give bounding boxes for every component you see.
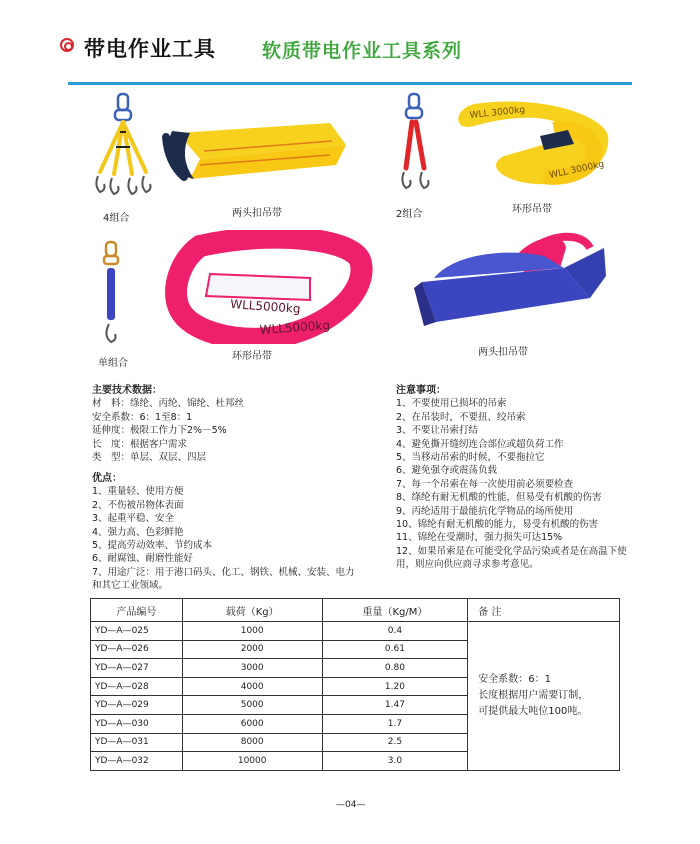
caution-line: 4、避免撕开缝纫连合部位或超负荷工作 bbox=[396, 438, 564, 450]
note-line: 长度根据用户需要订制， bbox=[478, 689, 589, 701]
page-number: —04— bbox=[336, 800, 366, 810]
caution-line: 7、每一个吊索在每一次使用前必须要检查 bbox=[396, 478, 574, 490]
header-divider bbox=[68, 82, 632, 85]
cell-weight: 1.7 bbox=[322, 714, 468, 733]
ring-sling-pink-image bbox=[160, 230, 374, 344]
specs-heading: 主要技术数据： bbox=[92, 385, 162, 396]
note-line: 可提供最大吨位100吨。 bbox=[478, 705, 588, 717]
page-title: 带电作业工具 bbox=[84, 37, 216, 61]
cell-product-code: YD—A—029 bbox=[91, 696, 183, 715]
caution-line: 3、不要让吊索打结 bbox=[396, 425, 479, 437]
col-header-product-code: 产品编号 bbox=[91, 599, 183, 622]
caution-line: 12、如果吊索是在可能受化学品污染或者是在高温下使 bbox=[396, 545, 627, 557]
wll5000-label: WLL5000kg bbox=[229, 297, 301, 316]
caution-line: 6、避免强夺或震荡负载 bbox=[396, 465, 498, 477]
caption-ring-sling-1: 环形吊带 bbox=[512, 204, 552, 215]
cell-weight: 1.20 bbox=[322, 677, 468, 696]
spec-line: 类 型：单层、双层、四层 bbox=[92, 452, 207, 464]
target-icon bbox=[60, 38, 74, 52]
caution-line: 8、绦纶有耐无机酸的性能，但易受有机酸的伤害 bbox=[396, 492, 602, 504]
caption-double-end-1: 两头扣吊带 bbox=[232, 208, 282, 219]
advantage-line: 4、强力高、色彩鲜艳 bbox=[92, 526, 184, 538]
cell-load: 10000 bbox=[182, 752, 322, 771]
ring-sling-yellow-image bbox=[444, 96, 614, 192]
col-header-note: 备 注 bbox=[468, 599, 620, 622]
caption-double-end-2: 两头扣吊带 bbox=[478, 347, 528, 358]
cell-product-code: YD—A—026 bbox=[91, 640, 183, 659]
cell-weight: 0.80 bbox=[322, 659, 468, 678]
advantage-line: 和其它工业领域。 bbox=[92, 580, 169, 592]
caption-two-group: 2组合 bbox=[396, 209, 423, 220]
spec-line: 安全系数：6：1至8：1 bbox=[92, 411, 193, 423]
wll3000-label-2: WLL 3000kg bbox=[548, 159, 606, 181]
spec-line: 延伸度：极限工作力下2%－5% bbox=[92, 425, 227, 437]
advantages-heading: 优点： bbox=[92, 473, 122, 484]
page-subtitle: 软质带电作业工具系列 bbox=[262, 40, 463, 62]
spec-line: 材 料：绦纶、丙纶、锦纶、杜邦丝 bbox=[92, 398, 245, 410]
spec-line: 长 度：根据客户需求 bbox=[92, 438, 188, 450]
cautions-heading: 注意事项： bbox=[396, 385, 446, 396]
caution-line: 10、锦纶有耐无机酸的能力，易受有机酸的伤害 bbox=[396, 519, 599, 531]
cell-load: 6000 bbox=[182, 714, 322, 733]
cell-load: 2000 bbox=[182, 640, 322, 659]
cell-product-code: YD—A—027 bbox=[91, 659, 183, 678]
caption-single-group: 单组合 bbox=[98, 358, 128, 369]
cell-weight: 2.5 bbox=[322, 733, 468, 752]
table-row bbox=[91, 622, 620, 641]
cell-load: 3000 bbox=[182, 659, 322, 678]
cell-weight: 0.4 bbox=[322, 622, 468, 641]
single-leg-sling-image bbox=[98, 240, 124, 350]
cell-product-code: YD—A—030 bbox=[91, 714, 183, 733]
spec-table bbox=[90, 598, 620, 771]
advantage-line: 7、用途广泛：用于港口码头、化工、钢铁、机械、安装、电力 bbox=[92, 566, 355, 578]
caution-line: 用，则应向供应商寻求参考意见。 bbox=[396, 559, 539, 571]
advantage-line: 2、不伤被吊物体表面 bbox=[92, 499, 184, 511]
caution-line: 11、锦纶在受潮时，强力损失可达15% bbox=[396, 532, 563, 544]
cell-weight: 3.0 bbox=[322, 752, 468, 771]
caution-line: 1、不要使用已损坏的吊索 bbox=[396, 398, 507, 410]
advantage-line: 5、提高劳动效率、节约成本 bbox=[92, 540, 213, 552]
note-line: 安全系数：6：1 bbox=[478, 673, 552, 685]
caution-line: 5、当移动吊索的时候，不要拖拉它 bbox=[396, 452, 545, 464]
wll3000-label: WLL 3000kg bbox=[469, 105, 526, 121]
double-end-sling-yellow-image bbox=[160, 115, 352, 193]
cautions-section bbox=[396, 384, 627, 572]
caution-line: 9、丙纶适用于最能抗化学物品的场所使用 bbox=[396, 505, 574, 517]
cell-product-code: YD—A—031 bbox=[91, 733, 183, 752]
table-header-row bbox=[91, 599, 620, 622]
caution-line: 2、在吊装时，不要扭、绞吊索 bbox=[396, 411, 526, 423]
cell-load: 4000 bbox=[182, 677, 322, 696]
cell-load: 1000 bbox=[182, 622, 322, 641]
double-end-sling-blue-image bbox=[414, 228, 610, 332]
cell-load: 5000 bbox=[182, 696, 322, 715]
cell-load: 8000 bbox=[182, 733, 322, 752]
cell-weight: 1.47 bbox=[322, 696, 468, 715]
specs-section bbox=[92, 384, 244, 464]
cell-product-code: YD—A—028 bbox=[91, 677, 183, 696]
cell-product-code: YD—A—032 bbox=[91, 752, 183, 771]
note-cell bbox=[468, 622, 620, 771]
cell-weight: 0.61 bbox=[322, 640, 468, 659]
col-header-weight: 重量（Kg/M） bbox=[322, 599, 468, 622]
col-header-load: 载荷（Kg） bbox=[182, 599, 322, 622]
advantage-line: 1、重量轻、使用方便 bbox=[92, 486, 184, 498]
caption-four-group: 4组合 bbox=[103, 213, 130, 224]
two-leg-sling-image bbox=[394, 92, 438, 196]
cell-product-code: YD—A—025 bbox=[91, 622, 183, 641]
four-leg-sling-image bbox=[92, 92, 158, 204]
caption-ring-sling-2: 环形吊带 bbox=[232, 351, 272, 362]
advantage-line: 6、耐腐蚀、耐磨性能好 bbox=[92, 553, 194, 565]
advantages-section bbox=[92, 472, 355, 593]
advantage-line: 3、起重平稳、安全 bbox=[92, 513, 175, 525]
wll5000-label-2: WLL5000kg bbox=[259, 318, 331, 337]
